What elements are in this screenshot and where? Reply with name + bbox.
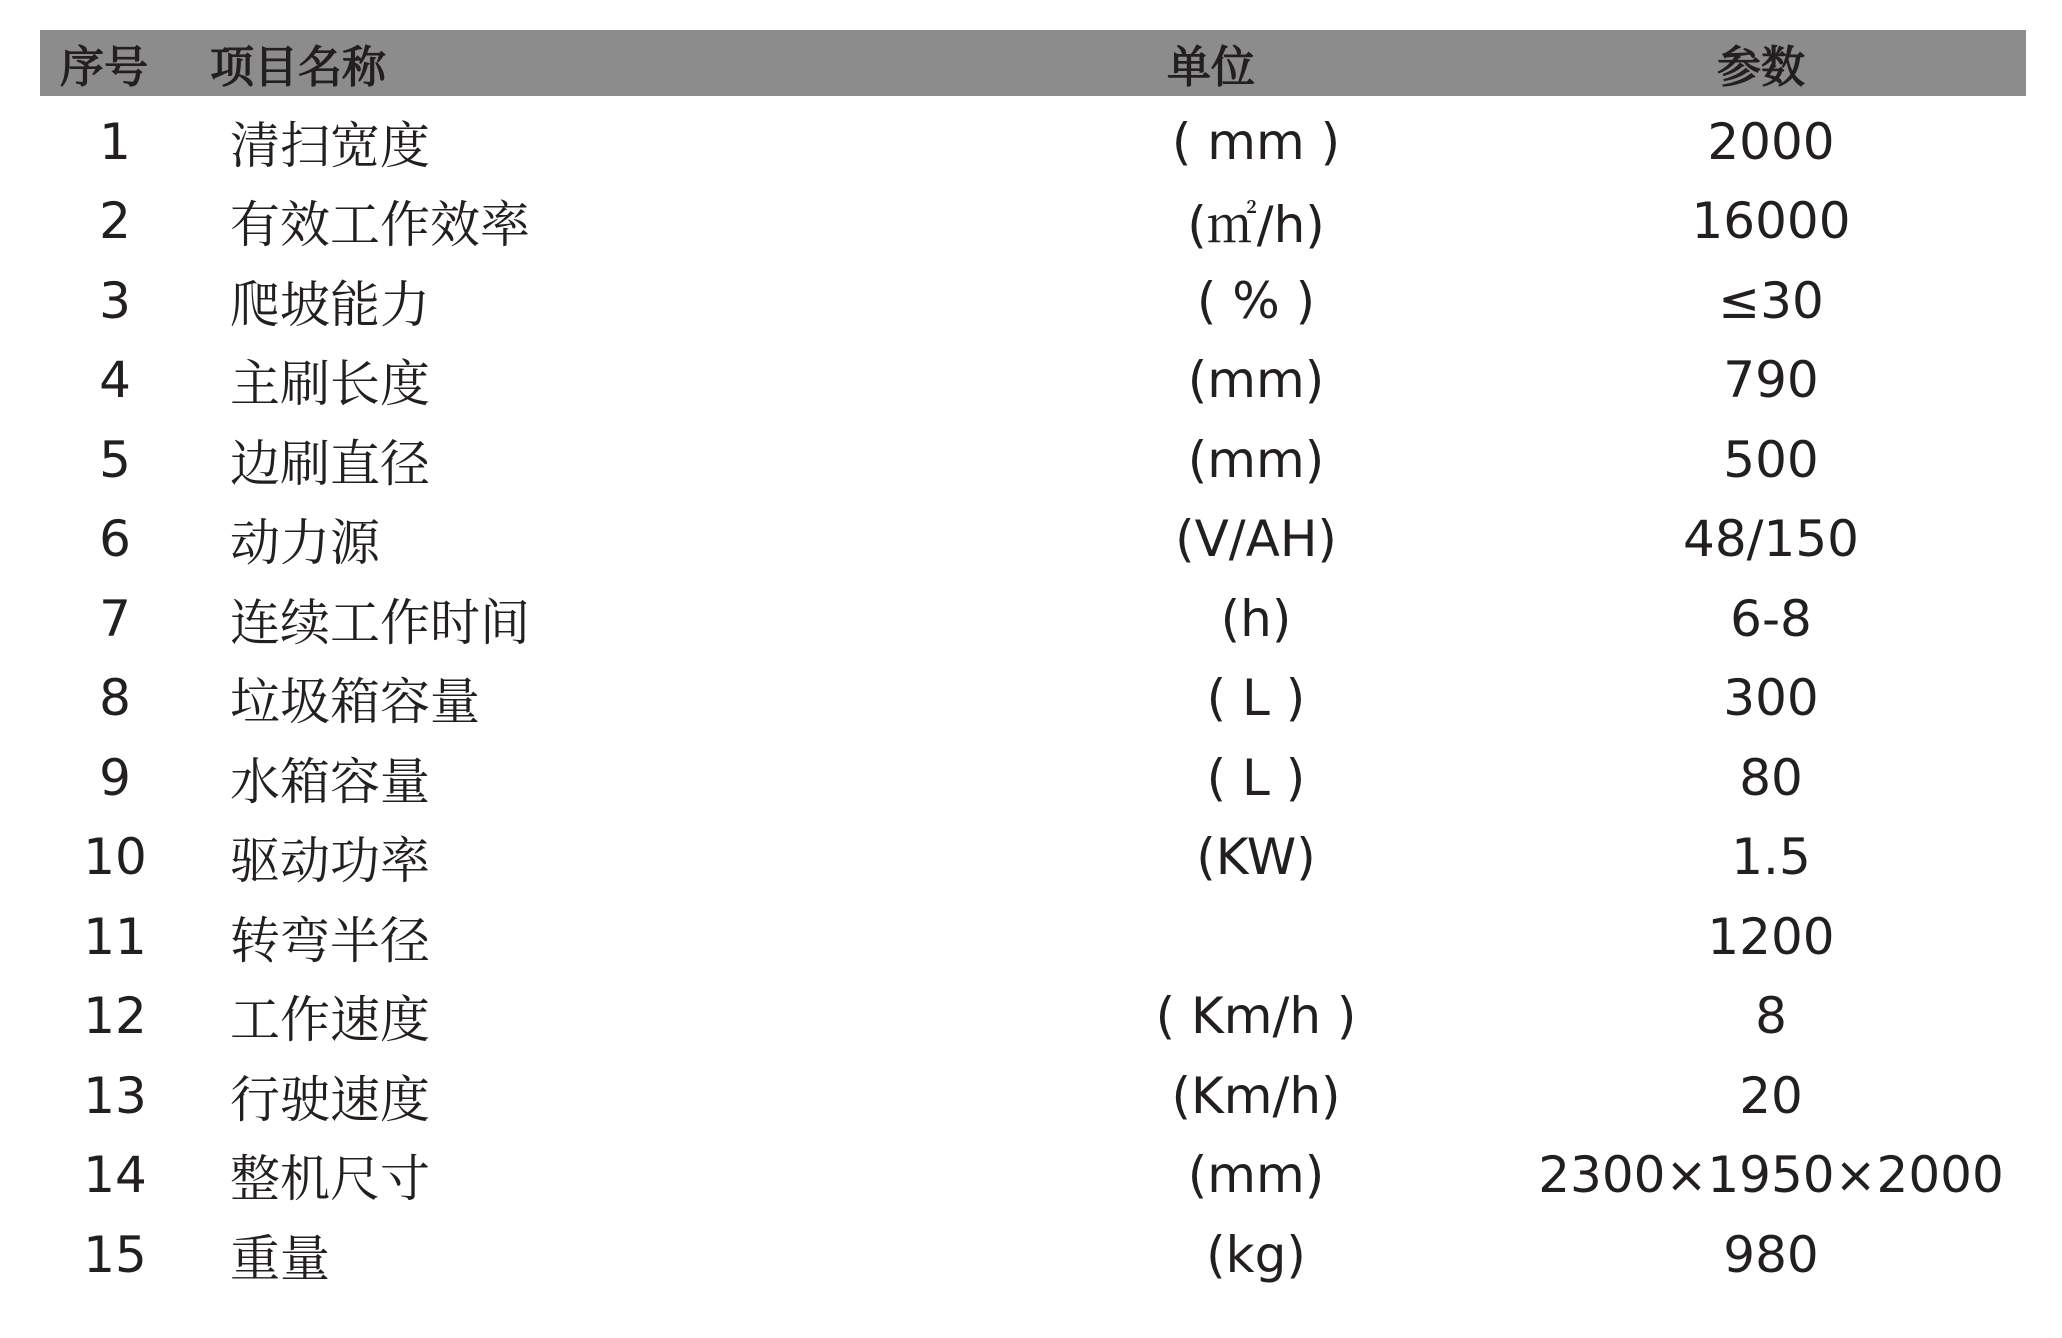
row-idx: 7 xyxy=(99,589,131,648)
table-row xyxy=(40,579,2026,659)
row-value: 1.5 xyxy=(1731,828,1811,887)
row-unit: (mm) xyxy=(1187,1146,1325,1205)
row-value: 8 xyxy=(1755,987,1787,1046)
row-unit: (mm) xyxy=(1187,351,1325,410)
row-value: 80 xyxy=(1739,748,1803,807)
row-name: 工作速度 xyxy=(230,991,430,1050)
row-idx: 10 xyxy=(83,828,147,887)
row-value: 16000 xyxy=(1691,192,1851,251)
row-name: 连续工作时间 xyxy=(230,593,530,652)
row-unit: ( mm ) xyxy=(1171,112,1341,171)
row-name: 驱动功率 xyxy=(230,832,430,891)
row-value: 790 xyxy=(1723,351,1819,410)
row-unit: ( Km/h ) xyxy=(1155,987,1357,1046)
table-row xyxy=(40,500,2026,580)
row-unit: (kg) xyxy=(1206,1225,1306,1284)
row-name: 有效工作效率 xyxy=(230,196,530,255)
row-name: 清扫宽度 xyxy=(230,116,430,175)
table-row xyxy=(40,818,2026,898)
row-name: 动力源 xyxy=(230,514,380,573)
row-name: 重量 xyxy=(230,1229,330,1288)
row-idx: 3 xyxy=(99,271,131,330)
row-unit: (KW) xyxy=(1196,828,1316,887)
row-value: 980 xyxy=(1723,1225,1819,1284)
row-value: 20 xyxy=(1739,1066,1803,1125)
row-idx: 8 xyxy=(99,669,131,728)
row-name: 转弯半径 xyxy=(230,911,430,970)
row-name: 主刷长度 xyxy=(230,355,430,414)
table-body xyxy=(40,96,2026,1295)
row-idx: 13 xyxy=(83,1066,147,1125)
header-idx: 序号 xyxy=(60,42,148,93)
row-unit: (h) xyxy=(1220,589,1292,648)
row-idx: 11 xyxy=(83,907,147,966)
row-name: 整机尺寸 xyxy=(230,1150,430,1209)
row-unit: (V/AH) xyxy=(1175,510,1337,569)
row-value: 2000 xyxy=(1707,112,1835,171)
row-value: 48/150 xyxy=(1683,510,1859,569)
row-idx: 2 xyxy=(99,192,131,251)
table-row xyxy=(40,261,2026,341)
row-idx: 6 xyxy=(99,510,131,569)
row-idx: 4 xyxy=(99,351,131,410)
header-name: 项目名称 xyxy=(210,42,386,93)
table-row xyxy=(40,977,2026,1057)
row-value: 6-8 xyxy=(1730,589,1812,648)
row-name: 边刷直径 xyxy=(230,434,430,493)
table-row xyxy=(40,1215,2026,1295)
row-name: 垃圾箱容量 xyxy=(230,673,480,732)
table-row xyxy=(40,420,2026,500)
row-value: 1200 xyxy=(1707,907,1835,966)
row-name: 爬坡能力 xyxy=(230,275,430,334)
table-row xyxy=(40,1056,2026,1136)
spec-table xyxy=(40,30,2026,1295)
row-unit: ( L ) xyxy=(1206,748,1306,807)
row-unit: ( L ) xyxy=(1206,669,1306,728)
header-unit: 单位 xyxy=(1167,42,1255,93)
table-row xyxy=(40,182,2026,262)
table-header xyxy=(40,30,2026,96)
row-value: 2300×1950×2000 xyxy=(1538,1146,2004,1205)
row-value: 300 xyxy=(1723,669,1819,728)
row-name: 水箱容量 xyxy=(230,752,430,811)
table-row xyxy=(40,102,2026,182)
row-idx: 14 xyxy=(83,1146,147,1205)
row-idx: 9 xyxy=(99,748,131,807)
row-idx: 1 xyxy=(99,112,131,171)
row-unit: (㎡/h) xyxy=(1187,196,1325,255)
row-idx: 12 xyxy=(83,987,147,1046)
row-name: 行驶速度 xyxy=(230,1070,430,1129)
table-row xyxy=(40,897,2026,977)
table-row xyxy=(40,1136,2026,1216)
row-unit: ( % ) xyxy=(1196,271,1316,330)
row-value: ≤30 xyxy=(1718,271,1824,330)
row-unit: (mm) xyxy=(1187,430,1325,489)
header-value: 参数 xyxy=(1717,42,1805,93)
table-row xyxy=(40,659,2026,739)
row-unit: (Km/h) xyxy=(1171,1066,1341,1125)
row-idx: 15 xyxy=(83,1225,147,1284)
table-row xyxy=(40,738,2026,818)
row-idx: 5 xyxy=(99,430,131,489)
row-value: 500 xyxy=(1723,430,1819,489)
table-row xyxy=(40,341,2026,421)
